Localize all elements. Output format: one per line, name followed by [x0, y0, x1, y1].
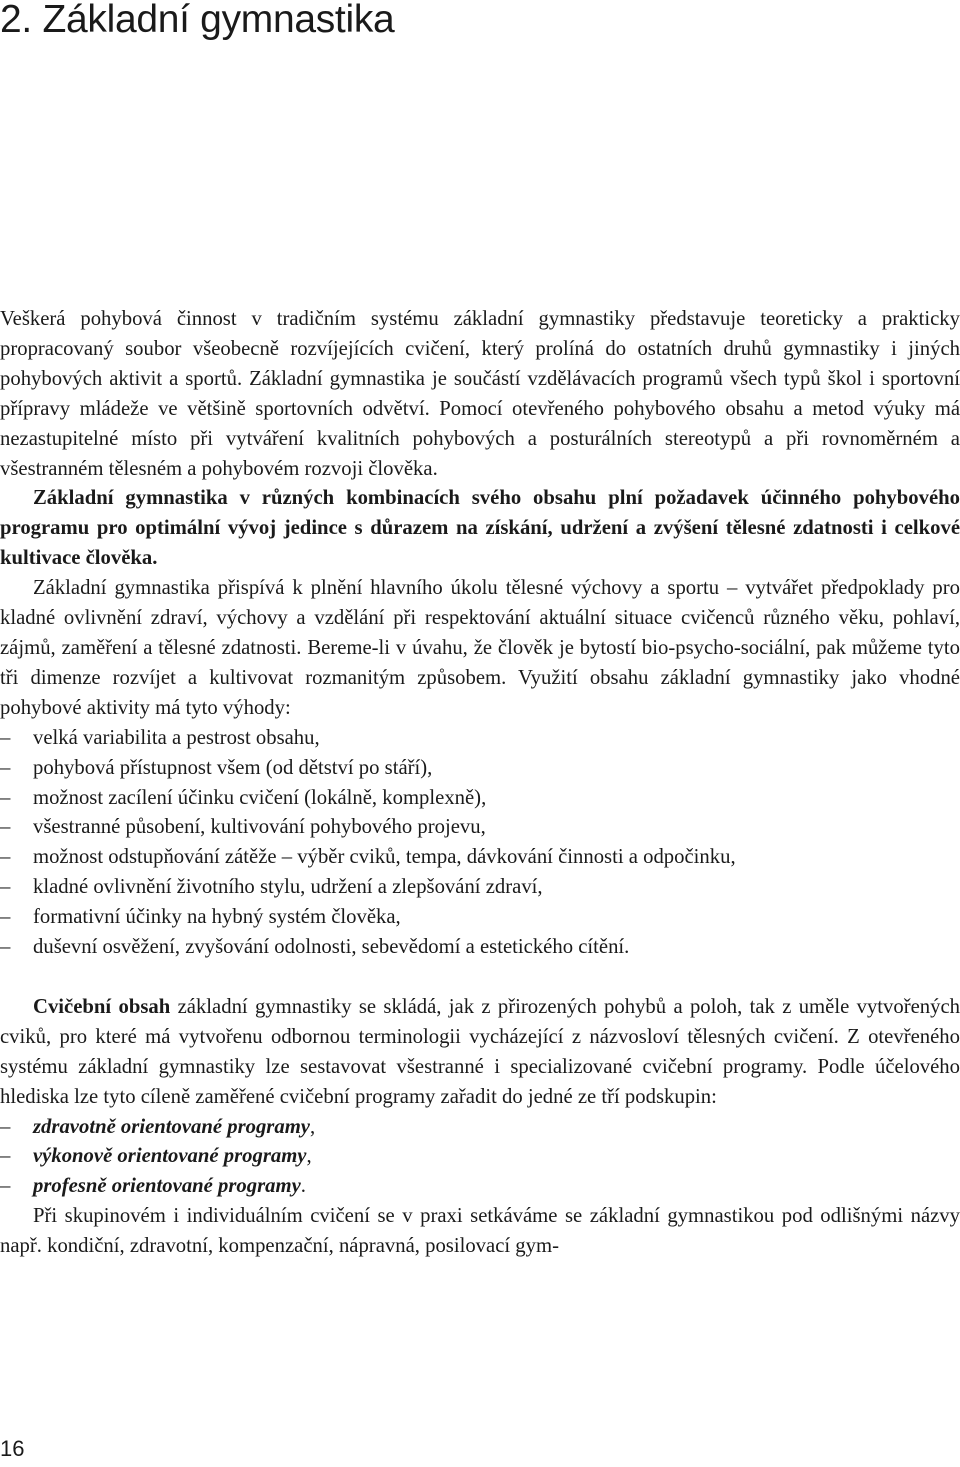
list-item-text: velká variabilita a pestrost obsahu, — [33, 726, 320, 749]
chapter-heading: 2. Základní gymnastika — [0, 0, 395, 41]
dash-bullet: – — [0, 786, 11, 809]
list-item-text: všestranné působení, kultivování pohybového projevu, — [33, 816, 486, 839]
dash-bullet: – — [0, 726, 11, 749]
paragraph-gap — [0, 963, 960, 993]
page-number: 16 — [0, 1436, 25, 1461]
list-item-text: možnost zacílení účinku cvičení (lokálně, komplexně), — [33, 786, 487, 809]
advantages-list — [0, 724, 960, 963]
paragraph-closing: Při skupinovém i individuálním cvičení se v praxi setkáváme se základní gymnastikou pod odlišnými názvy např. kondiční, zdravotní, kompenzační, nápravná, posilovací gym- — [0, 1205, 960, 1258]
list-item — [0, 903, 960, 933]
paragraph-emphasis: Základní gymnastika v různých kombinacích svého obsahu plní požadavek účinného pohybového programu pro optimální vývoj jedince s důrazem na získání, udržení a zvýšení tělesné zdatnosti i celkové kultivace člověka. — [0, 487, 960, 570]
dash-bullet: – — [0, 756, 11, 779]
program-suffix: . — [300, 1175, 306, 1198]
bold-term: Cvičební obsah — [33, 995, 171, 1018]
paragraph-benefits-intro: Základní gymnastika přispívá k plnění hlavního úkolu tělesné výchovy a sportu – vytvářet předpoklady pro kladné ovlivnění zdraví, výchovy a vzdělání při respektování aktuální situace cvičenců různého věku, pohlaví, zájmů, zaměření a tělesné zdatnosti. Bereme-li v úvahu, že člověk je bytostí bio-psycho-sociální, pak můžeme tyto tři dimenze rozvíjet a kultivovat rozmanitým způsobem. Využití obsahu základní gymnastiky jako vhodné pohybové aktivity má tyto výhody: — [0, 577, 960, 719]
list-item-text: kladné ovlivnění životního stylu, udržení a zlepšování zdraví, — [33, 876, 543, 899]
list-item — [0, 754, 960, 784]
list-item — [0, 873, 960, 903]
list-item-text: duševní osvěžení, zvyšování odolnosti, sebevědomí a estetického cítění. — [33, 936, 630, 959]
paragraph-exercise-content-text: základní gymnastiky se skládá, jak z přirozených pohybů a poloh, tak z uměle vytvořených cviků, pro které má vytvořenu odbornou terminologii vycházející z názvosloví tělesných cvičení. Z otevřeného systému základní gymnastiky lze sestavovat všestranné i specializované cvičební programy. Podle účelového hlediska lze tyto cíleně zaměřené cvičební programy zařadit do jedné ze tří podskupin: — [0, 995, 960, 1108]
list-item — [0, 843, 960, 873]
program-suffix: , — [309, 1115, 316, 1138]
dash-bullet: – — [0, 846, 11, 869]
list-item — [0, 1172, 960, 1202]
dash-bullet: – — [0, 1175, 11, 1198]
program-suffix: , — [306, 1145, 312, 1168]
dash-bullet: – — [0, 1115, 11, 1138]
program-label: profesně orientované programy — [33, 1175, 301, 1198]
dash-bullet: – — [0, 1145, 11, 1168]
list-item-text: možnost odstupňování zátěže – výběr cviků, tempa, dávkování činnosti a odpočinku, — [33, 846, 736, 869]
list-item — [0, 813, 960, 843]
dash-bullet: – — [0, 936, 11, 959]
dash-bullet: – — [0, 816, 11, 839]
list-item — [0, 784, 960, 814]
list-item-text: formativní účinky na hybný systém člověka, — [33, 906, 401, 929]
list-item — [0, 933, 960, 963]
list-item-text: pohybová přístupnost všem (od dětství po stáří), — [33, 756, 433, 779]
list-item — [0, 724, 960, 754]
paragraph-intro: Veškerá pohybová činnost v tradičním systému základní gymnastiky představuje teoreticky a prakticky propracovaný soubor všeobecně rozvíjejících cvičení, který prolíná do ostatních druhů gymnastiky i jiných pohybových aktivit a sportů. Základní gymnastika je součástí vzdělávacích programů všech typů škol i sportovní přípravy mládeže ve většině sportovních odvětví. Pomocí otevřeného pohybového obsahu a metod výuky má nezastupitelné místo při vytváření kvalitních pohybových a posturálních stereotypů a při rovnoměrném a všestranném tělesném a pohybovém rozvoji člověka. — [0, 308, 960, 480]
program-label: výkonově orientované programy — [33, 1145, 307, 1168]
list-item — [0, 1142, 960, 1172]
programs-list — [0, 1113, 960, 1203]
paragraph-exercise-content — [0, 993, 960, 1113]
dash-bullet: – — [0, 876, 11, 899]
body-text — [0, 305, 960, 1262]
list-item — [0, 1113, 960, 1143]
program-label: zdravotně orientované programy — [33, 1115, 310, 1138]
dash-bullet: – — [0, 906, 11, 929]
